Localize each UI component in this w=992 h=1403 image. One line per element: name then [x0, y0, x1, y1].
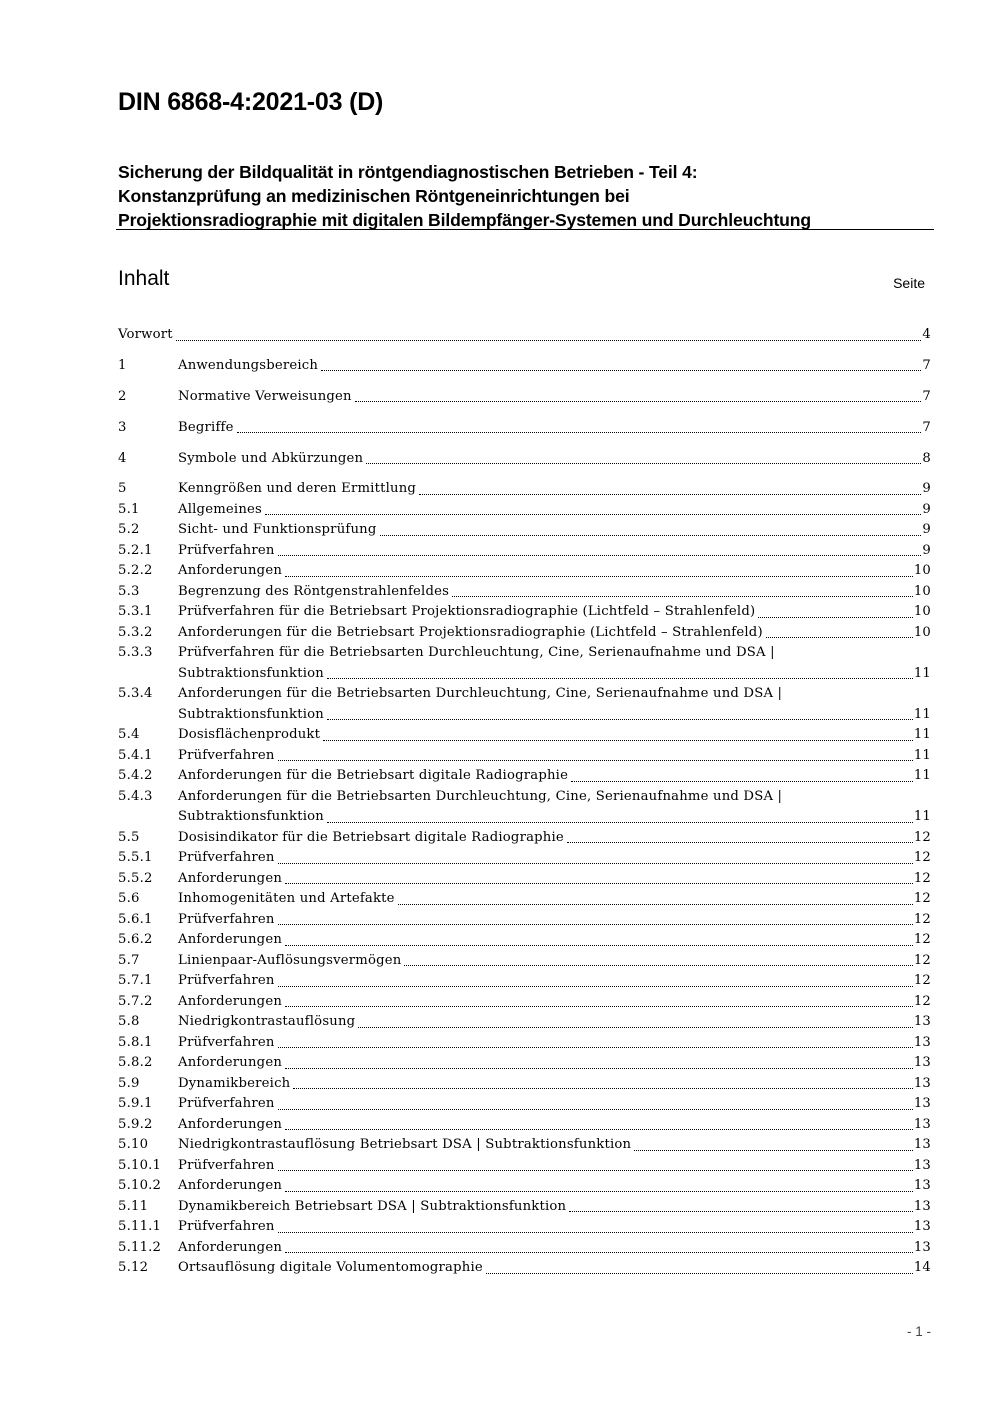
- toc-entry[interactable]: [118, 582, 931, 603]
- toc-entry-page: 10: [913, 563, 931, 579]
- toc-entry-title-continued: Subtraktionsfunktion: [178, 706, 324, 722]
- toc-entry-title: Begriffe: [178, 419, 234, 435]
- document-title: [118, 160, 938, 232]
- document-title-line: Konstanzprüfung an medizinischen Röntgeneinrichtungen bei: [118, 186, 630, 206]
- toc-entry-leader: [285, 1129, 913, 1130]
- toc-entry-leader: [285, 576, 913, 577]
- toc-entry-leader: [278, 555, 922, 556]
- toc-entry-leader: [567, 842, 913, 843]
- toc-entry[interactable]: [118, 1053, 931, 1074]
- toc-entry[interactable]: [118, 992, 931, 1013]
- toc-entry-number: 5.4.2: [118, 768, 153, 784]
- toc-entry-page: 9: [922, 501, 931, 517]
- toc-entry-page: 10: [913, 624, 931, 640]
- toc-entry[interactable]: [118, 910, 931, 931]
- toc-entry-page: 7: [922, 357, 931, 373]
- toc-entry-leader: [278, 1232, 913, 1233]
- toc-entry-page: 12: [913, 829, 931, 845]
- toc-entry[interactable]: [118, 1258, 931, 1279]
- toc-entry-number: 5.8.2: [118, 1055, 153, 1071]
- toc-entry-leader: [366, 463, 921, 464]
- toc-entry-title: Prüfverfahren: [178, 542, 275, 558]
- toc-entry-leader: [278, 1047, 913, 1048]
- toc-entry-number: 5.11.2: [118, 1239, 162, 1255]
- toc-entry-title: Prüfverfahren: [178, 911, 275, 927]
- toc-entry[interactable]: [118, 1217, 931, 1238]
- toc-entry-page: 10: [913, 583, 931, 599]
- toc-entry-number: 5.11.1: [118, 1219, 162, 1235]
- toc-entry-number: 5.6.2: [118, 932, 153, 948]
- toc-entry-number: 5.5: [118, 829, 140, 845]
- toc-entry-number: 5.3.2: [118, 624, 153, 640]
- toc-entry-title-continued: Subtraktionsfunktion: [178, 665, 324, 681]
- toc-entry-leader: [571, 781, 913, 782]
- toc-entry-title: Prüfverfahren: [178, 1157, 275, 1173]
- toc-entry-number: 5.8: [118, 1014, 140, 1030]
- toc-entry-leader: [278, 863, 913, 864]
- toc-entry-page: 12: [913, 870, 931, 886]
- toc-entry-page: 10: [913, 604, 931, 620]
- toc-entry-leader: [355, 401, 922, 402]
- toc-entry-page: 7: [922, 419, 931, 435]
- toc-entry-page: 14: [913, 1260, 931, 1276]
- toc-entry-page: 8: [922, 450, 931, 466]
- toc-entry-number: 5.9.1: [118, 1096, 153, 1112]
- toc-entry-page: 12: [913, 911, 931, 927]
- toc-entry-title: Prüfverfahren für die Betriebsarten Durchleuchtung, Cine, Serienaufnahme und DSA |: [178, 645, 775, 661]
- toc-entry[interactable]: [118, 1094, 931, 1115]
- title-underline: [116, 229, 934, 230]
- toc-entry-page: 13: [913, 1014, 931, 1030]
- toc-entry-title: Niedrigkontrastauflösung: [178, 1014, 356, 1030]
- toc-entry-number: 5.8.1: [118, 1034, 153, 1050]
- toc-entry[interactable]: [118, 725, 931, 746]
- toc-entry-number: 5.1: [118, 501, 140, 517]
- toc-entry-leader: [327, 719, 913, 720]
- toc-entry-leader: [293, 1088, 912, 1089]
- toc-entry-page: 13: [913, 1137, 931, 1153]
- toc-entry-leader: [237, 432, 922, 433]
- toc-entry-page: 11: [913, 706, 931, 722]
- toc-entry-number: 5.12: [118, 1260, 149, 1276]
- toc-heading: Inhalt: [118, 267, 170, 290]
- toc-entry-page: 9: [922, 542, 931, 558]
- toc-entry-page: 13: [913, 1239, 931, 1255]
- toc-entry-number: 5.10: [118, 1137, 149, 1153]
- toc-entry[interactable]: [118, 602, 931, 623]
- toc-entry-number: 2: [118, 388, 127, 404]
- toc-entry[interactable]: [118, 356, 931, 377]
- toc-entry-number: 4: [118, 450, 127, 466]
- toc-entry-page: 7: [922, 388, 931, 404]
- toc-entry-title: Anforderungen: [178, 1116, 283, 1132]
- toc-entry[interactable]: [118, 684, 931, 725]
- toc-entry-title: Inhomogenitäten und Artefakte: [178, 891, 395, 907]
- toc-entry-page: 11: [913, 809, 931, 825]
- toc-entry-leader: [278, 760, 913, 761]
- toc-entry-page: 12: [913, 891, 931, 907]
- document-title-line: Sicherung der Bildqualität in röntgendiagnostischen Betrieben - Teil 4:: [118, 162, 698, 182]
- toc-entry-number: 5.4.1: [118, 747, 153, 763]
- toc-entry-page: 12: [913, 850, 931, 866]
- toc-entry-title: Prüfverfahren: [178, 1219, 275, 1235]
- toc-entry-leader: [176, 340, 922, 341]
- toc-entry-leader: [766, 637, 913, 638]
- toc-entry-leader: [634, 1150, 913, 1151]
- toc-entry[interactable]: [118, 623, 931, 644]
- toc-entry[interactable]: [118, 520, 931, 541]
- toc-entry[interactable]: [118, 500, 931, 521]
- toc-entry[interactable]: [118, 561, 931, 582]
- toc-entry[interactable]: [118, 889, 931, 910]
- toc-entry-page: 9: [922, 522, 931, 538]
- toc-entry[interactable]: [118, 1176, 931, 1197]
- toc-entry-title: Prüfverfahren: [178, 1034, 275, 1050]
- toc-entry-title-continued: Subtraktionsfunktion: [178, 809, 324, 825]
- toc-entry-title: Begrenzung des Röntgenstrahlenfeldes: [178, 583, 450, 599]
- toc-entry-number: 5.10.1: [118, 1157, 162, 1173]
- document-id: DIN 6868-4:2021-03 (D): [118, 88, 384, 116]
- toc-entry-title: Prüfverfahren: [178, 1096, 275, 1112]
- toc-entry-title: Anforderungen: [178, 993, 283, 1009]
- toc-entry-title: Anforderungen: [178, 932, 283, 948]
- toc-entry-page: 11: [913, 727, 931, 743]
- toc-entry-number: 5.6: [118, 891, 140, 907]
- toc-entry-page: 13: [913, 1157, 931, 1173]
- toc-entry-leader: [278, 1170, 913, 1171]
- toc-entry-title: Anforderungen für die Betriebsarten Durchleuchtung, Cine, Serienaufnahme und DSA |: [178, 686, 783, 702]
- toc-entry[interactable]: [118, 643, 931, 684]
- toc-entry-number: 5.9.2: [118, 1116, 153, 1132]
- toc-entry-title: Symbole und Abkürzungen: [178, 450, 364, 466]
- toc-entry-number: 5.7.2: [118, 993, 153, 1009]
- toc-entry-number: 5.3: [118, 583, 140, 599]
- toc-entry-leader: [278, 986, 913, 987]
- toc-entry-page: 9: [922, 481, 931, 497]
- toc-entry-page: 12: [913, 993, 931, 1009]
- toc-entry[interactable]: [118, 1156, 931, 1177]
- toc-entry[interactable]: [118, 848, 931, 869]
- toc-entry-leader: [278, 924, 913, 925]
- toc-entry-number: 5.9: [118, 1075, 140, 1091]
- toc-entry-page: 13: [913, 1178, 931, 1194]
- toc-entry-leader: [419, 494, 921, 495]
- toc-entry-title: Prüfverfahren: [178, 747, 275, 763]
- toc-entry-leader: [285, 945, 913, 946]
- toc-entry[interactable]: [118, 1033, 931, 1054]
- toc-entry[interactable]: [118, 951, 931, 972]
- toc-entry-title: Anforderungen: [178, 1178, 283, 1194]
- toc-entry-leader: [265, 514, 921, 515]
- toc-entry[interactable]: [118, 869, 931, 890]
- toc-entry-leader: [285, 1006, 913, 1007]
- toc-entry-leader: [285, 883, 913, 884]
- toc-entry-title: Anforderungen: [178, 1055, 283, 1071]
- toc-entry-leader: [486, 1273, 913, 1274]
- toc-entry-number: 5.5.2: [118, 870, 153, 886]
- toc-entry-number: 5.2: [118, 522, 140, 538]
- toc-entry[interactable]: [118, 1115, 931, 1136]
- toc-entry-page: 12: [913, 973, 931, 989]
- toc-entry-page: 13: [913, 1116, 931, 1132]
- toc-entry-number: 5.7.1: [118, 973, 153, 989]
- toc-entry-number: 5.11: [118, 1198, 149, 1214]
- toc-entry[interactable]: [118, 1135, 931, 1156]
- toc-entry-number: 1: [118, 357, 127, 373]
- toc-entry-page: 4: [922, 327, 931, 342]
- toc-entry-number: 5.4.3: [118, 788, 153, 804]
- toc-entry[interactable]: [118, 930, 931, 951]
- toc-entry-page: 11: [913, 768, 931, 784]
- toc-entry-number: 3: [118, 419, 127, 435]
- toc-entry-number: 5.2.1: [118, 542, 153, 558]
- toc-entry-leader: [321, 370, 921, 371]
- toc-entry-title: Dynamikbereich Betriebsart DSA | Subtraktionsfunktion: [178, 1198, 567, 1214]
- toc-entry-title: Anforderungen: [178, 563, 283, 579]
- toc-entry-number: 5.10.2: [118, 1178, 162, 1194]
- toc-entry-title: Anforderungen für die Betriebsart Projektionsradiographie (Lichtfeld – Strahlenfeld): [178, 624, 763, 640]
- page-number: - 1 -: [906, 1324, 931, 1339]
- toc-entry-number: 5.3.3: [118, 645, 153, 661]
- toc-entry-page: 13: [913, 1198, 931, 1214]
- toc-entry-title: Vorwort: [118, 327, 173, 342]
- toc-entry-title: Anwendungsbereich: [178, 357, 319, 373]
- toc-entry[interactable]: [118, 1238, 931, 1259]
- toc-entry[interactable]: [118, 971, 931, 992]
- toc-entry-leader: [358, 1027, 912, 1028]
- toc-entry-page: 13: [913, 1075, 931, 1091]
- toc-entry-title: Dosisflächenprodukt: [178, 727, 321, 743]
- toc-entry-leader: [278, 1109, 913, 1110]
- toc-entry-page: 13: [913, 1055, 931, 1071]
- toc-entry-title: Linienpaar-Auflösungsvermögen: [178, 952, 402, 968]
- toc-entry-page: 13: [913, 1096, 931, 1112]
- toc-entry-leader: [404, 965, 912, 966]
- toc-entry[interactable]: [118, 541, 931, 562]
- toc-entry-page: 12: [913, 952, 931, 968]
- toc-entry-leader: [323, 740, 913, 741]
- toc-entry-title: Niedrigkontrastauflösung Betriebsart DSA | Subtraktionsfunktion: [178, 1137, 632, 1153]
- toc-entry[interactable]: [118, 479, 931, 500]
- toc-entry[interactable]: [118, 828, 931, 849]
- toc-entry-page: 11: [913, 747, 931, 763]
- toc-entry-leader: [758, 617, 912, 618]
- toc-entry-number: 5.2.2: [118, 563, 153, 579]
- toc-entry-leader: [380, 535, 922, 536]
- toc-entry-title: Normative Verweisungen: [178, 388, 352, 404]
- toc-entry-page: 12: [913, 932, 931, 948]
- toc-entry-number: 5.3.1: [118, 604, 153, 620]
- toc-entry-title: Anforderungen: [178, 1239, 283, 1255]
- toc-entry-number: 5.5.1: [118, 850, 153, 866]
- toc-entry-number: 5.4: [118, 727, 140, 743]
- toc-entry-title: Dosisindikator für die Betriebsart digitale Radiographie: [178, 829, 564, 845]
- toc-entry-title: Prüfverfahren: [178, 973, 275, 989]
- toc-entry-number: 5.6.1: [118, 911, 153, 927]
- toc-entry[interactable]: [118, 418, 931, 439]
- toc-entry-page: 13: [913, 1034, 931, 1050]
- toc-entry-leader: [398, 904, 913, 905]
- toc-entry-title: Anforderungen: [178, 870, 283, 886]
- toc-entry[interactable]: [118, 787, 931, 828]
- toc-page-column-label: Seite: [893, 275, 925, 291]
- toc-entry-leader: [452, 596, 913, 597]
- toc-entry-leader: [285, 1191, 913, 1192]
- toc-entry[interactable]: [118, 387, 931, 408]
- toc-entry-leader: [327, 678, 913, 679]
- toc-entry-leader: [285, 1068, 913, 1069]
- toc-entry-page: 11: [913, 665, 931, 681]
- toc-entry-title: Dynamikbereich: [178, 1075, 291, 1091]
- toc-entry-title: Prüfverfahren: [178, 850, 275, 866]
- toc-entry[interactable]: [118, 766, 931, 787]
- toc-entry-title: Kenngrößen und deren Ermittlung: [178, 481, 417, 497]
- toc-entry[interactable]: [118, 449, 931, 470]
- toc-entry[interactable]: [118, 1197, 931, 1218]
- toc-entry[interactable]: [118, 746, 931, 767]
- toc-entry-title: Allgemeines: [178, 501, 262, 517]
- toc-entry[interactable]: [118, 1012, 931, 1033]
- toc-entry-title: Sicht- und Funktionsprüfung: [178, 522, 377, 538]
- toc-entry-leader: [327, 822, 913, 823]
- table-of-contents: [118, 325, 931, 1279]
- toc-entry-title: Prüfverfahren für die Betriebsart Projektionsradiographie (Lichtfeld – Strahlenfeld): [178, 604, 756, 620]
- toc-entry-leader: [569, 1211, 913, 1212]
- toc-entry-number: 5: [118, 481, 127, 497]
- toc-entry-title: Anforderungen für die Betriebsarten Durchleuchtung, Cine, Serienaufnahme und DSA |: [178, 788, 783, 804]
- toc-entry-page: 13: [913, 1219, 931, 1235]
- toc-entry-title: Anforderungen für die Betriebsart digitale Radiographie: [178, 768, 569, 784]
- toc-entry-number: 5.7: [118, 952, 140, 968]
- toc-entry[interactable]: [118, 325, 931, 346]
- toc-entry-leader: [285, 1252, 913, 1253]
- document-title-line: Projektionsradiographie mit digitalen Bildempfänger-Systemen und Durchleuchtung: [118, 210, 811, 230]
- toc-entry-number: 5.3.4: [118, 686, 153, 702]
- toc-entry[interactable]: [118, 1074, 931, 1095]
- toc-entry-title: Ortsauflösung digitale Volumentomographie: [178, 1260, 483, 1276]
